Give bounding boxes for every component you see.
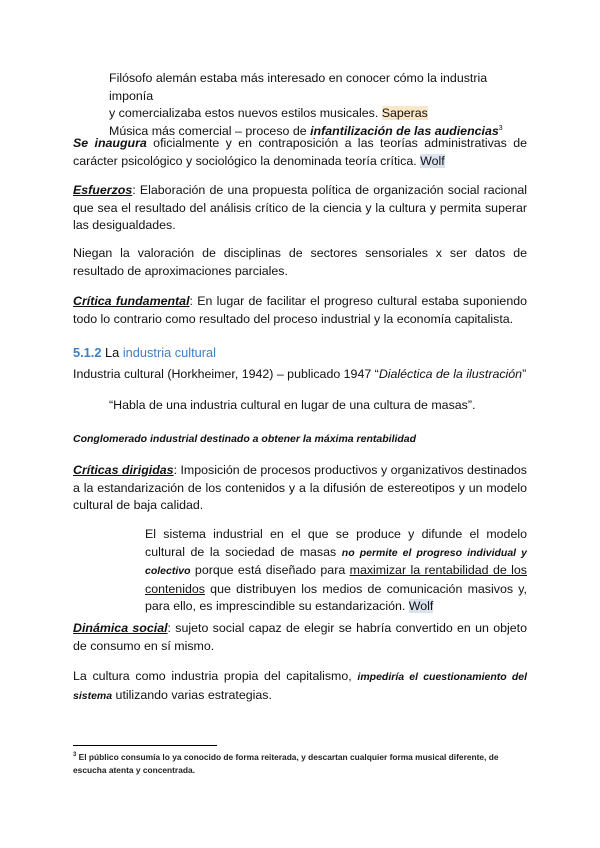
critica-fundamental-lead: Crítica fundamental xyxy=(73,294,190,308)
author-tag-saperas: Saperas xyxy=(381,106,428,120)
esfuerzos-lead: Esfuerzos xyxy=(73,183,133,197)
critica-fundamental-text: : En lugar de facilitar el progreso cultural estaba suponiendo todo lo contrario como resultado del proceso industrial y la economía capitalista. xyxy=(73,294,527,326)
se-inaugura-lead: Se inaugura xyxy=(73,136,147,150)
conglomerado-text: Conglomerado industrial destinado a obtener la máxima rentabilidad xyxy=(73,433,417,445)
esfuerzos-text: : Elaboración de una propuesta política de organización social racional que sea el resultado del análisis crítico de la ciencia y la cultura y permita superar las desigualdades. xyxy=(73,183,527,232)
section-la: La xyxy=(101,345,123,360)
cultura-industria-text-a: La cultura como industria propia del capitalismo, xyxy=(73,669,358,683)
footnote-ref: 3 xyxy=(498,124,503,132)
criticas-dirigidas-text: : Imposición de procesos productivos y organizativos destinados a la estandarización de los contenidos y a la difusión de estereotipos y un modelo cultural de baja calidad. xyxy=(73,463,527,512)
intro-line-2: y comercializaba estos nuevos estilos musicales. xyxy=(109,106,382,120)
industria-cultural-paragraph xyxy=(73,366,527,384)
sistema-industrial-text-a: El sistema industrial en el que se produce y difunde el modelo cultural de la sociedad de masas xyxy=(145,527,527,559)
dinamica-social-lead: Dinámica social xyxy=(73,621,168,635)
critica-fundamental-paragraph xyxy=(73,293,527,328)
sistema-industrial-text-b: porque está diseñado para xyxy=(190,563,350,577)
section-title: industria cultural xyxy=(122,345,217,360)
intro-line-1: Filósofo alemán estaba más interesado en conocer cómo la industria imponía xyxy=(109,71,488,103)
footnote-text: El público consumía lo ya conocido de forma reiterada, y descartan cualquier forma musical diferente, de escucha atenta y concentrada. xyxy=(73,752,499,775)
dinamica-social-text: : sujeto social capaz de elegir se habría convertido en un objeto de consumo en sí mismo. xyxy=(73,621,527,653)
section-heading xyxy=(73,344,216,362)
intro-paragraph xyxy=(109,70,529,140)
criticas-dirigidas-lead: Críticas dirigidas xyxy=(73,463,174,477)
teoria-critica-text: oficialmente y en contraposición a las teorías administrativas de carácter psicológico y sociológico la denominada teoría crítica. xyxy=(73,136,527,168)
dialectica-title: Dialéctica de la ilustración xyxy=(378,367,523,381)
sistema-industrial-paragraph xyxy=(145,526,527,616)
industria-cultural-text-a: Industria cultural (Horkheimer, 1942) – publicado 1947 “ xyxy=(73,367,379,381)
footnote-mark: 3 xyxy=(73,752,77,759)
intro-line-3: Música más comercial – proceso de xyxy=(109,123,311,138)
infantilizacion-term: infantilización de las audiencias xyxy=(310,123,499,138)
industria-cultural-text-b: ” xyxy=(522,367,527,381)
criticas-dirigidas-paragraph xyxy=(73,462,527,515)
footnote xyxy=(73,751,533,777)
niegan-paragraph xyxy=(73,245,527,280)
author-tag-wolf-2: Wolf xyxy=(408,599,434,613)
author-tag-wolf: Wolf xyxy=(420,153,445,168)
niegan-text: Niegan la valoración de disciplinas de sectores sensoriales x ser datos de resultado de aproximaciones parciales. xyxy=(73,246,527,278)
cultura-industria-paragraph xyxy=(73,668,527,705)
dinamica-social-paragraph xyxy=(73,620,527,655)
impediria-term: impediría el cuestionamiento del sistema xyxy=(73,671,527,702)
quote-text: “Habla de una industria cultural en lugar de una cultura de masas”. xyxy=(109,398,476,412)
maximizar-term: maximizar la rentabilidad de los contenidos xyxy=(145,563,527,596)
quote-paragraph xyxy=(109,397,529,415)
esfuerzos-paragraph xyxy=(73,182,527,235)
sistema-industrial-text-c: que distribuyen los medios de comunicación masivos y, para ello, es imprescindible su estandarización. xyxy=(145,581,527,613)
section-number: 5.1.2 xyxy=(73,345,102,360)
footnote-divider xyxy=(73,745,217,746)
conglomerado-paragraph xyxy=(73,431,527,449)
cultura-industria-text-b: utilizando varias estrategias. xyxy=(112,687,272,702)
teoria-critica-paragraph xyxy=(73,135,527,170)
no-permite-term: no permite el progreso individual y colectivo xyxy=(145,546,527,577)
